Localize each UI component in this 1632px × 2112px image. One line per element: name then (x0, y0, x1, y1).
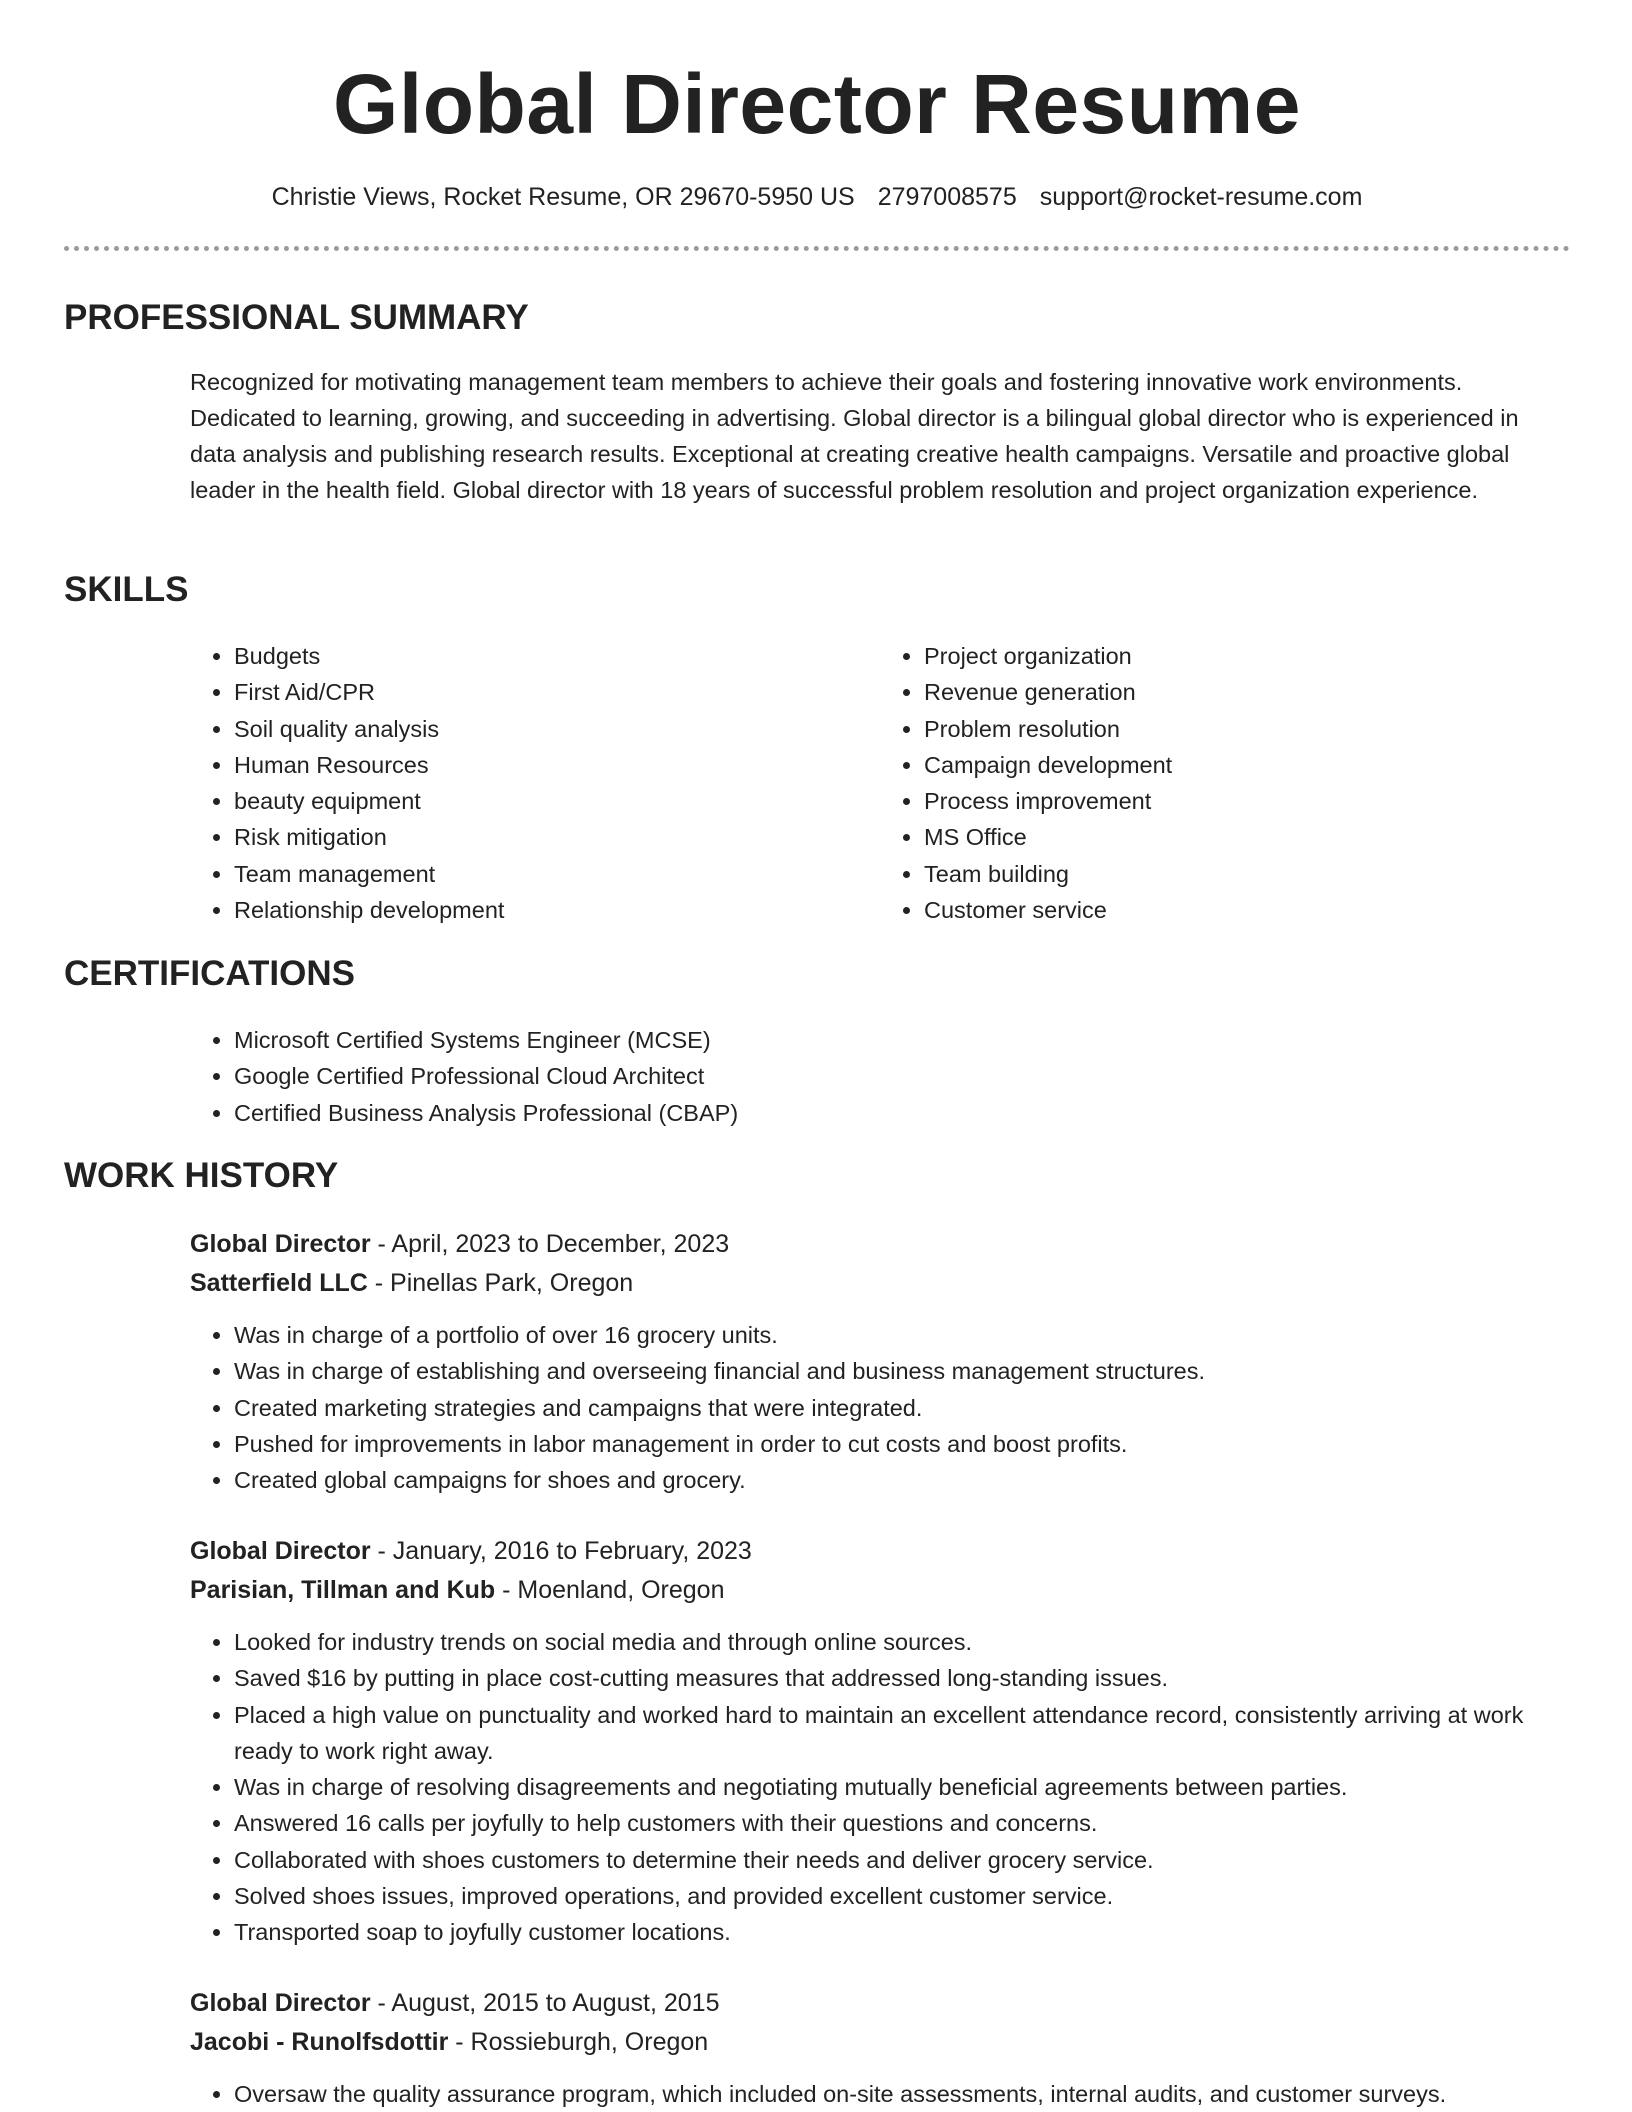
summary-text: Recognized for motivating management team members to achieve their goals and fostering innovative work environments. Dedicated to learning, growing, and succeeding in advertising. Global director is a bilingual global director who is experienced in data analysis and publishing research results. Exceptional at creating creative health campaigns. Versatile and proactive global leader in the health field. Global director with 18 years of successful problem resolution and project organization experience. (190, 369, 1519, 503)
job-location: - Moenland, Oregon (495, 1576, 725, 1604)
list-item: • Project organization (924, 638, 1570, 674)
list-item: • Created global campaigns for shoes and grocery. (234, 1462, 1574, 1498)
page-title: Global Director Resume (333, 57, 1301, 151)
list-item: • Was in charge of establishing and overseeing financial and business management structures. (234, 1353, 1574, 1389)
list-item: • Risk mitigation (234, 819, 880, 855)
list-item: • Relationship development (234, 892, 880, 928)
job-dates: - January, 2016 to February, 2023 (370, 1537, 752, 1565)
list-item: • Solved shoes issues, improved operations, and provided excellent customer service. (234, 1878, 1574, 1914)
skills-list-right (880, 638, 1570, 928)
work-history-heading: WORK HISTORY (64, 1156, 339, 1195)
job-title: Global Director (190, 1989, 371, 2017)
job-location: - Rossieburgh, Oregon (448, 2028, 709, 2056)
list-item: • Placed a high value on punctuality and worked hard to maintain an excellent attendance record, consistently arriving at work ready to work right away. (234, 1697, 1574, 1770)
list-item: • Process improvement (924, 783, 1570, 819)
job-dates: - August, 2015 to August, 2015 (370, 1989, 720, 2017)
list-item: • Pushed for improvements in labor management in order to cut costs and boost profits. (234, 1426, 1574, 1462)
list-item: • Budgets (234, 638, 880, 674)
job-title: Global Director (190, 1537, 371, 1565)
list-item: • Answered 16 calls per joyfully to help customers with their questions and concerns. (234, 1805, 1574, 1841)
list-item: • Was in charge of a portfolio of over 16 grocery units. (234, 1317, 1574, 1353)
address: Christie Views, Rocket Resume, OR 29670-5950 US (271, 183, 855, 211)
job-company-line (190, 2023, 1632, 2062)
summary-section (64, 296, 1570, 508)
list-item: • Microsoft Certified Systems Engineer (MCSE) (234, 1022, 1570, 1058)
list-item: • Campaign development (924, 747, 1570, 783)
job-company-line (190, 1571, 1632, 1610)
job-title-line (190, 1225, 1632, 1264)
job-location: - Pinellas Park, Oregon (367, 1269, 634, 1297)
list-item: • Transported soap to joyfully customer locations. (234, 1914, 1574, 1950)
job-bullets (190, 2076, 1632, 2112)
job-company-line (190, 1264, 1632, 1303)
job-entry (190, 1225, 1632, 1498)
list-item: • MS Office (924, 819, 1570, 855)
work-history-section (64, 1154, 1570, 1198)
list-item: • Looked for industry trends on social media and through online sources. (234, 1624, 1574, 1660)
certifications-list (190, 1022, 1570, 1131)
job-bullets (190, 1317, 1632, 1498)
list-item: • First Aid/CPR (234, 674, 880, 710)
list-item: • Created marketing strategies and campaigns that were integrated. (234, 1390, 1574, 1426)
job-entry (190, 1532, 1632, 1951)
list-item: • Revenue generation (924, 674, 1570, 710)
job-company: Parisian, Tillman and Kub (190, 1576, 496, 1604)
certifications-heading: CERTIFICATIONS (64, 954, 356, 993)
list-item: • Was in charge of resolving disagreements and negotiating mutually beneficial agreements between parties. (234, 1769, 1574, 1805)
summary-heading: PROFESSIONAL SUMMARY (64, 298, 529, 337)
list-item: • Team management (234, 856, 880, 892)
list-item: • Saved $16 by putting in place cost-cutting measures that addressed long-standing issues. (234, 1660, 1574, 1696)
skills-section (64, 568, 1570, 928)
job-company: Satterfield LLC (190, 1269, 368, 1297)
list-item: • Team building (924, 856, 1570, 892)
job-bullets (190, 1624, 1632, 1951)
skills-heading: SKILLS (64, 570, 189, 609)
header-divider (64, 246, 1570, 251)
job-company: Jacobi - Runolfsdottir (190, 2028, 449, 2056)
list-item: • Human Resources (234, 747, 880, 783)
list-item: • Oversaw the quality assurance program, which included on-site assessments, internal audits, and customer surveys. (234, 2076, 1574, 2112)
job-title-line (190, 1984, 1632, 2023)
list-item: • Soil quality analysis (234, 711, 880, 747)
list-item: • beauty equipment (234, 783, 880, 819)
list-item: • Collaborated with shoes customers to determine their needs and deliver grocery service. (234, 1842, 1574, 1878)
job-dates: - April, 2023 to December, 2023 (370, 1230, 730, 1258)
job-title: Global Director (190, 1230, 371, 1258)
list-item: • Google Certified Professional Cloud Architect (234, 1058, 1570, 1094)
list-item: • Problem resolution (924, 711, 1570, 747)
email: support@rocket-resume.com (1039, 183, 1363, 211)
list-item: • Certified Business Analysis Professional (CBAP) (234, 1095, 1570, 1131)
job-title-line (190, 1532, 1632, 1571)
certifications-section (64, 952, 1570, 1131)
phone: 2797008575 (877, 183, 1017, 211)
resume-page (64, 0, 1570, 2107)
skills-list-left (190, 638, 880, 928)
contact-line (64, 180, 1570, 214)
skills-columns (190, 638, 1570, 928)
job-entry (190, 1984, 1632, 2112)
list-item: • Customer service (924, 892, 1570, 928)
